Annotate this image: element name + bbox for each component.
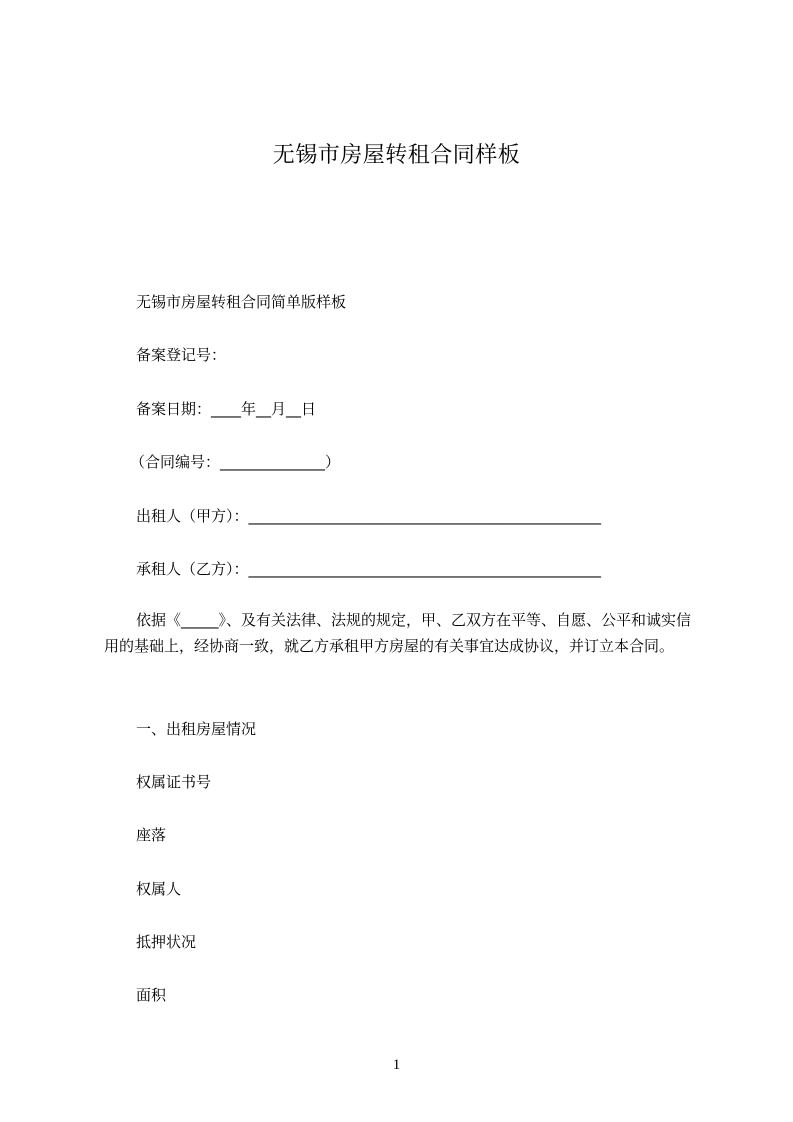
field-certificate-number: 权属证书号 bbox=[136, 773, 212, 791]
document-title: 无锡市房屋转租合同样板 bbox=[272, 143, 521, 168]
contract-number-line: （合同编号：______________） bbox=[130, 453, 341, 471]
lessee-line: 承租人（乙方）：_______________________________________________ bbox=[136, 560, 602, 578]
record-number-line: 备案登记号： bbox=[136, 346, 227, 364]
lessor-line: 出租人（甲方）：_______________________________________________ bbox=[136, 507, 602, 525]
preamble-paragraph bbox=[104, 607, 704, 659]
preamble-text: 依据《_____》、及有关法律、法规的规定，甲、乙双方在平等、自愿、公平和诚实信用的基础上，经协商一致，就乙方承租甲方房屋的有关事宜达成协议，并订立本合同。 bbox=[104, 611, 692, 655]
record-date-line: 备案日期：____年__月__日 bbox=[136, 400, 317, 418]
field-area: 面积 bbox=[136, 986, 167, 1004]
section-heading-rental-property: 一、出租房屋情况 bbox=[136, 720, 257, 738]
page-number: 1 bbox=[392, 1057, 401, 1073]
field-mortgage-status: 抵押状况 bbox=[136, 933, 197, 951]
field-owner: 权属人 bbox=[136, 880, 182, 898]
document-subtitle: 无锡市房屋转租合同简单版样板 bbox=[136, 293, 347, 311]
field-location: 座落 bbox=[136, 826, 167, 844]
